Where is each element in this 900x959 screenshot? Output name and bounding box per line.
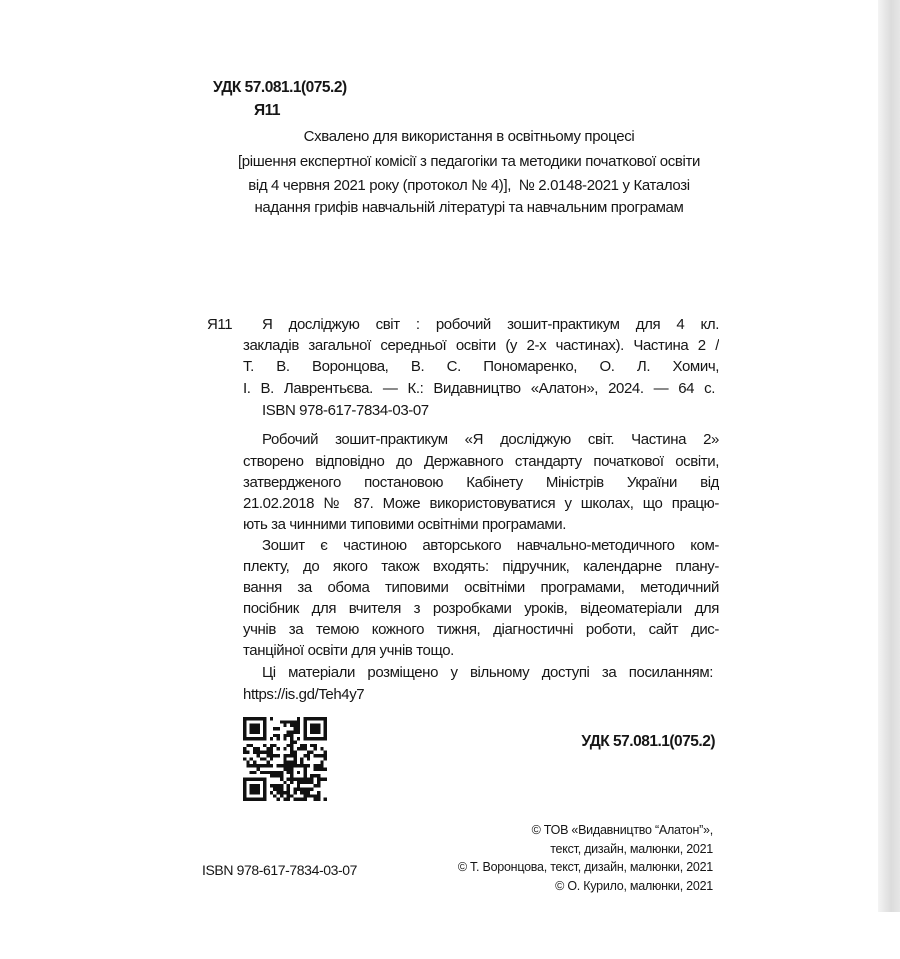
- materials-url: https://is.gd/Teh4y7: [243, 686, 365, 703]
- bibliography-line: закладів загальної середньої освіти (у 2-х частинах). Частина 2 /: [243, 337, 719, 354]
- description-line: плекту, до якого також входять: підручник, календарне плану-: [243, 558, 719, 575]
- bbk-index-top: Я11: [254, 102, 281, 119]
- description-line: учнів за темою кожного тижня, діагностичні роботи, сайт дис-: [243, 621, 719, 638]
- qr-code: [243, 717, 327, 801]
- bibliography-line: Я досліджую світ : робочий зошит-практикум для 4 кл.: [262, 316, 719, 333]
- udk-code-bottom: УДК 57.081.1(075.2): [581, 733, 715, 750]
- approval-line: від 4 червня 2021 року (протокол № 4)], № 2.0148-2021 у Каталозі: [248, 177, 690, 194]
- description-line: затвердженого постановою Кабінету Міністрів України від: [243, 474, 719, 491]
- bibliography-index: Я11: [207, 316, 233, 333]
- bibliography-isbn: ISBN 978-617-7834-03-07: [262, 402, 429, 419]
- description-line: ють за чинними типовими освітніми програмами.: [243, 516, 567, 533]
- approval-line: [рішення експертної комісії з педагогіки та методики початкової освіти: [237, 153, 701, 170]
- scan-edge-shadow: [878, 0, 900, 912]
- bibliography-line: І. В. Лаврентьєва. — К.: Видавництво «Алатон», 2024. — 64 с.: [243, 380, 715, 397]
- copyright-line: © ТОВ «Видавництво “Алатон”»,: [531, 823, 713, 837]
- description-line: Зошит є частиною авторського навчально-методичного ком-: [262, 537, 719, 554]
- approval-line: Схвалено для використання в освітньому процесі: [303, 128, 635, 145]
- description-line: 21.02.2018 № 87. Може використовуватися у школах, що працю-: [243, 495, 719, 512]
- isbn-bottom: ISBN 978-617-7834-03-07: [202, 862, 358, 878]
- description-line: танційної освіти для учнів тощо.: [243, 642, 454, 659]
- description-line: створено відповідно до Державного стандарту початкової освіти,: [243, 453, 719, 470]
- copyright-line: © Т. Воронцова, текст, дизайн, малюнки, 2021: [457, 860, 713, 874]
- copyright-line: текст, дизайн, малюнки, 2021: [550, 842, 713, 856]
- copyright-line: © О. Курило, малюнки, 2021: [555, 879, 713, 893]
- description-line: Робочий зошит-практикум «Я досліджую світ. Частина 2»: [262, 431, 719, 448]
- description-line: вання за обома типовими освітніми програмами, методичний: [243, 579, 719, 596]
- description-line: посібник для вчителя з розробками уроків, відеоматеріали для: [243, 600, 719, 617]
- description-line: Ці матеріали розміщено у вільному доступі за посиланням:: [262, 664, 713, 681]
- bibliography-line: Т. В. Воронцова, В. С. Пономаренко, О. Л. Хомич,: [243, 358, 719, 375]
- approval-line: надання грифів навчальній літературі та навчальним програмам: [254, 199, 684, 216]
- udk-code-top: УДК 57.081.1(075.2): [213, 79, 347, 96]
